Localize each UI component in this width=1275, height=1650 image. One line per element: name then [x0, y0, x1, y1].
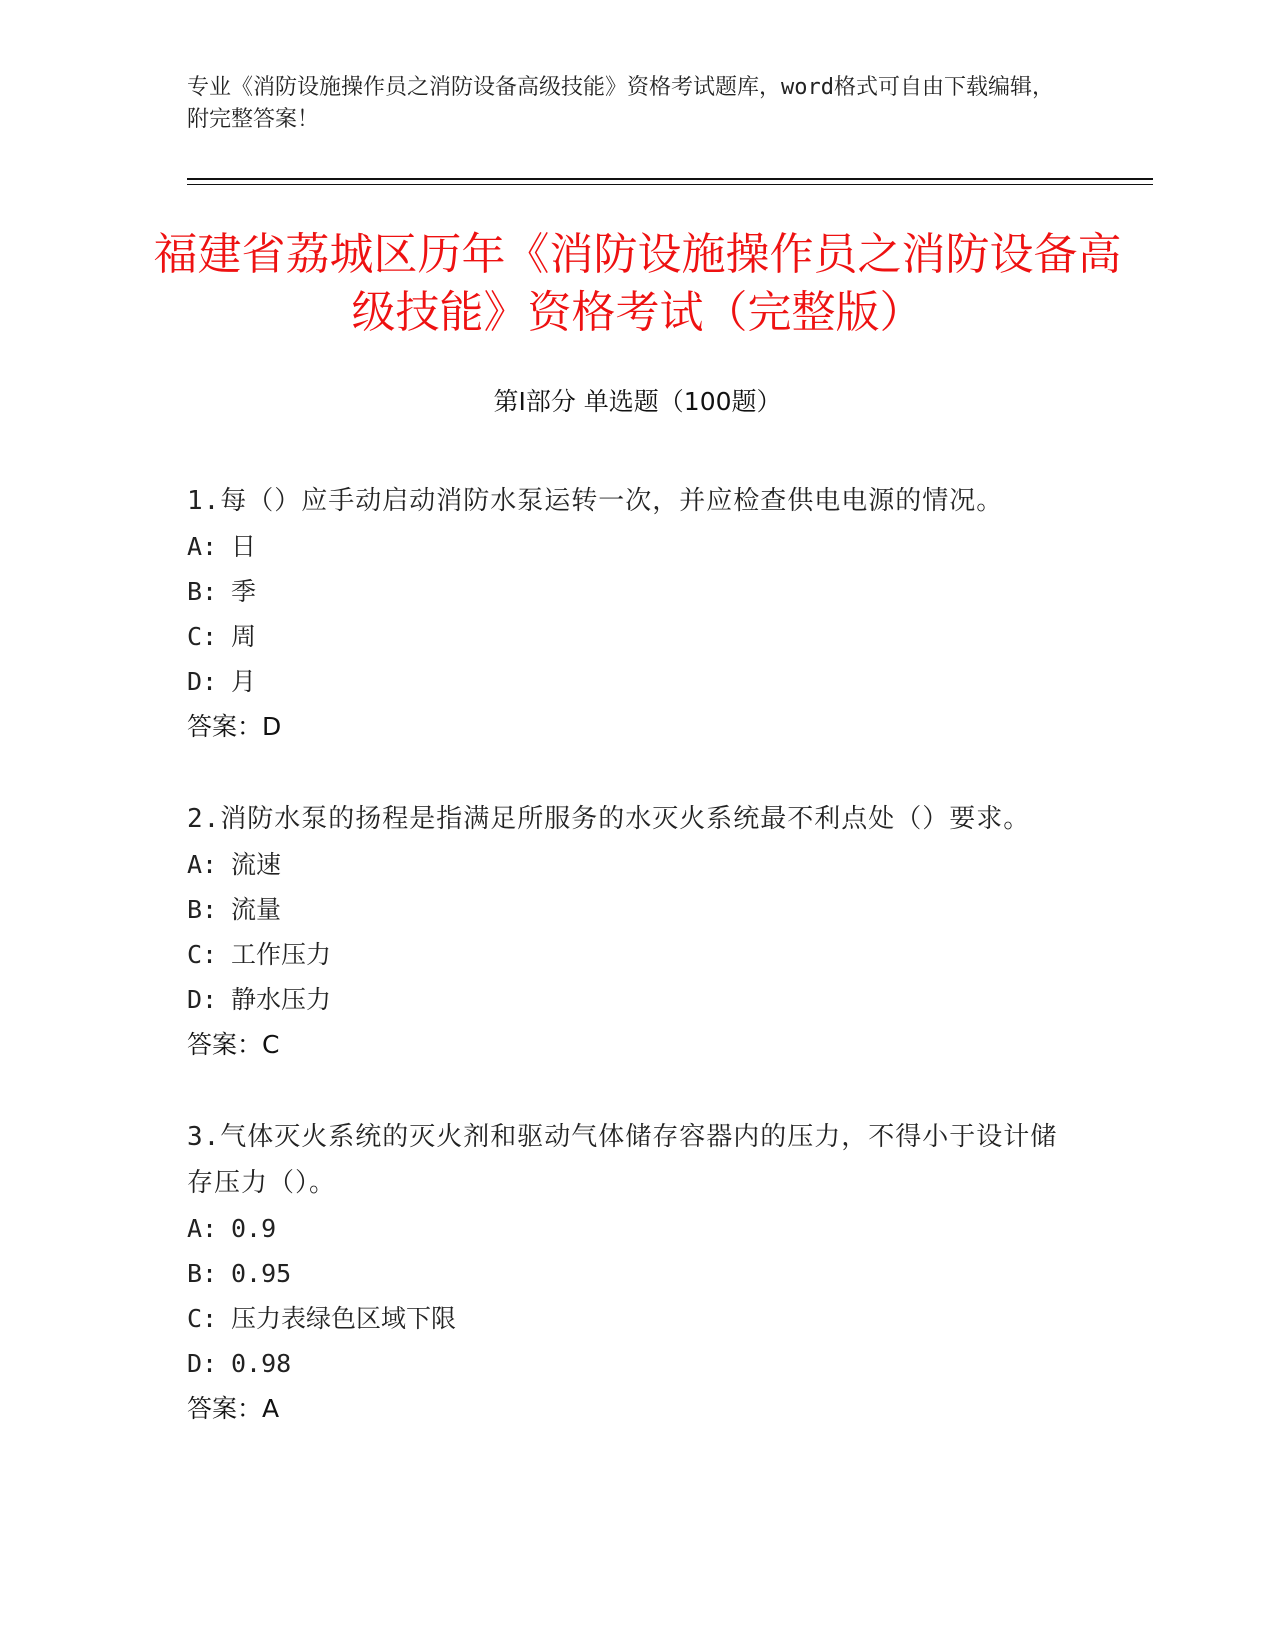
option-b [187, 569, 1067, 614]
option-text: 月 [231, 667, 257, 696]
option-text: 季 [231, 577, 257, 606]
question-stem: 1.每（）应手动启动消防水泵运转一次，并应检查供电电源的情况。 [187, 486, 1004, 516]
answer [187, 1386, 1067, 1432]
option-text: 日 [231, 532, 257, 561]
option-c [187, 614, 1067, 659]
answer-label: 答案： [187, 1394, 263, 1423]
option-d [187, 1341, 1067, 1386]
option-key: D: [187, 667, 218, 696]
option-c [187, 1296, 1067, 1341]
question-stem: 3.气体灭火系统的灭火剂和驱动气体储存容器内的压力，不得小于设计储存压力（）。 [187, 1122, 1058, 1198]
question-stem: 2.消防水泵的扬程是指满足所服务的水灭火系统最不利点处（）要求。 [187, 804, 1031, 834]
answer-value: C [262, 1030, 280, 1059]
document-title: 福建省荔城区历年《消防设施操作员之消防设备高级技能》资格考试（完整版） [153, 229, 1122, 338]
option-key: A: [187, 532, 218, 561]
option-key: B: [187, 1259, 218, 1288]
option-key: A: [187, 1214, 218, 1243]
option-text: 0.98 [231, 1349, 292, 1378]
option-text: 流速 [231, 850, 282, 879]
answer-value: D [262, 712, 282, 741]
question-list [187, 478, 1067, 1478]
option-text: 0.95 [231, 1259, 292, 1288]
answer [187, 704, 1067, 750]
option-text: 0.9 [231, 1214, 277, 1243]
option-text: 周 [231, 622, 257, 651]
answer-label: 答案： [187, 1030, 263, 1059]
option-key: B: [187, 577, 218, 606]
option-text: 工作压力 [231, 940, 332, 969]
header-note: 专业《消防设施操作员之消防设备高级技能》资格考试题库，word格式可自由下载编辑，附完整答案！ [187, 75, 1054, 132]
option-c [187, 932, 1067, 977]
option-d [187, 977, 1067, 1022]
option-key: C: [187, 940, 218, 969]
header-rule-thick [187, 178, 1153, 180]
answer-label: 答案： [187, 712, 263, 741]
option-a [187, 842, 1067, 887]
question-2 [187, 796, 1067, 1068]
option-a [187, 524, 1067, 569]
question-1 [187, 478, 1067, 750]
header-rule-thin [187, 184, 1153, 185]
option-text: 压力表绿色区域下限 [231, 1304, 457, 1333]
option-d [187, 659, 1067, 704]
option-key: D: [187, 1349, 218, 1378]
option-b [187, 887, 1067, 932]
question-3 [187, 1114, 1067, 1432]
option-b [187, 1251, 1067, 1296]
answer [187, 1022, 1067, 1068]
section-title: 第Ⅰ部分 单选题（100题） [493, 387, 782, 416]
option-key: D: [187, 985, 218, 1014]
answer-value: A [262, 1394, 280, 1423]
option-key: B: [187, 895, 218, 924]
option-text: 流量 [231, 895, 282, 924]
option-key: A: [187, 850, 218, 879]
option-a [187, 1206, 1067, 1251]
option-key: C: [187, 1304, 218, 1333]
option-key: C: [187, 622, 218, 651]
option-text: 静水压力 [231, 985, 332, 1014]
